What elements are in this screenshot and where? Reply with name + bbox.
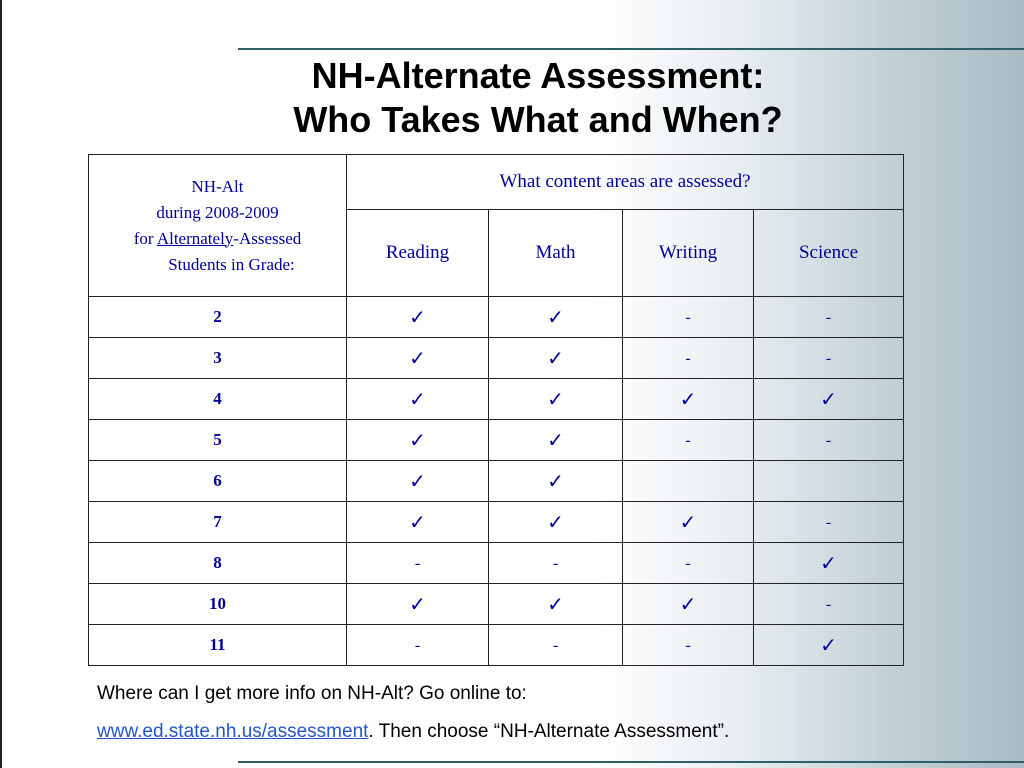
dash-mark: - — [685, 555, 691, 572]
corner-line-3 — [89, 226, 346, 252]
checkmark-icon: ✓ — [409, 304, 426, 329]
reading-assessed-cell — [347, 379, 489, 420]
checkmark-icon: ✓ — [547, 345, 564, 370]
checkmark-icon: ✓ — [820, 632, 837, 657]
dash-mark: - — [825, 596, 832, 613]
checkmark-icon: ✓ — [409, 427, 426, 452]
writing-not-assessed-cell — [623, 338, 754, 379]
table-row — [89, 461, 904, 502]
math-not-assessed-cell — [489, 543, 623, 584]
writing-assessed-cell — [623, 502, 754, 543]
dash-mark: - — [685, 350, 691, 367]
science-not-assessed-cell — [754, 502, 904, 543]
table-row — [89, 338, 904, 379]
reading-assessed-cell — [347, 297, 489, 338]
table-row — [89, 379, 904, 420]
checkmark-icon: ✓ — [820, 386, 837, 411]
dash-mark: - — [685, 432, 691, 449]
grade-cell: 10 — [89, 584, 347, 625]
math-assessed-cell — [489, 338, 623, 379]
table-row — [89, 625, 904, 666]
title-line-2: Who Takes What and When? — [293, 99, 783, 140]
science-not-assessed-cell — [754, 297, 904, 338]
writing-empty-cell — [623, 461, 754, 502]
checkmark-icon: ✓ — [409, 386, 426, 411]
science-assessed-cell — [754, 625, 904, 666]
grade-cell: 3 — [89, 338, 347, 379]
math-assessed-cell — [489, 379, 623, 420]
dash-mark: - — [825, 514, 832, 531]
reading-assessed-cell — [347, 338, 489, 379]
grade-cell: 11 — [89, 625, 347, 666]
dash-mark: - — [414, 555, 421, 572]
table-row — [89, 502, 904, 543]
corner-line-3-underlined: Alternately — [156, 228, 234, 248]
footer-info-line: Where can I get more info on NH-Alt? Go online to: — [97, 683, 527, 704]
writing-not-assessed-cell — [623, 420, 754, 461]
science-assessed-cell — [754, 543, 904, 584]
writing-not-assessed-cell — [623, 625, 754, 666]
checkmark-icon: ✓ — [679, 509, 697, 534]
grade-cell: 6 — [89, 461, 347, 502]
grade-cell: 7 — [89, 502, 347, 543]
math-not-assessed-cell — [489, 625, 623, 666]
math-assessed-cell — [489, 502, 623, 543]
assessment-table — [88, 154, 904, 666]
checkmark-icon: ✓ — [547, 468, 564, 493]
checkmark-icon: ✓ — [547, 304, 564, 329]
assessment-website-link[interactable]: www.ed.state.nh.us/assessment — [97, 721, 369, 742]
bottom-rule-line — [238, 761, 1024, 763]
dash-mark: - — [552, 637, 559, 654]
grade-cell: 2 — [89, 297, 347, 338]
reading-not-assessed-cell — [347, 543, 489, 584]
column-header-writing: Writing — [623, 210, 754, 297]
corner-line-2: during 2008-2009 — [156, 202, 279, 222]
writing-assessed-cell — [623, 379, 754, 420]
checkmark-icon: ✓ — [547, 509, 564, 534]
writing-assessed-cell — [623, 584, 754, 625]
reading-not-assessed-cell — [347, 625, 489, 666]
checkmark-icon: ✓ — [547, 427, 564, 452]
corner-line-3-prefix: for — [133, 228, 157, 248]
corner-line-1: NH-Alt — [191, 176, 244, 196]
checkmark-icon: ✓ — [409, 468, 426, 493]
grade-cell: 4 — [89, 379, 347, 420]
dash-mark: - — [552, 555, 559, 572]
column-header-math: Math — [489, 210, 623, 297]
slide-title — [88, 54, 988, 142]
table-row — [89, 420, 904, 461]
math-assessed-cell — [489, 297, 623, 338]
reading-assessed-cell — [347, 461, 489, 502]
math-assessed-cell — [489, 420, 623, 461]
column-header-science: Science — [754, 210, 904, 297]
science-assessed-cell — [754, 379, 904, 420]
table-row — [89, 584, 904, 625]
top-rule-line — [238, 48, 1024, 50]
footer-link-line — [97, 721, 729, 743]
science-empty-cell — [754, 461, 904, 502]
column-header-reading: Reading — [347, 210, 489, 297]
checkmark-icon: ✓ — [409, 345, 426, 370]
checkmark-icon: ✓ — [820, 550, 837, 575]
checkmark-icon: ✓ — [409, 591, 426, 616]
checkmark-icon: ✓ — [679, 386, 697, 411]
slide-left-border — [0, 0, 2, 768]
science-not-assessed-cell — [754, 420, 904, 461]
grade-cell: 5 — [89, 420, 347, 461]
writing-not-assessed-cell — [623, 297, 754, 338]
dash-mark: - — [685, 637, 691, 654]
science-not-assessed-cell — [754, 584, 904, 625]
corner-line-4: Students in Grade: — [168, 254, 295, 274]
title-line-1: NH-Alternate Assessment: — [311, 55, 765, 96]
checkmark-icon: ✓ — [547, 591, 564, 616]
math-assessed-cell — [489, 584, 623, 625]
writing-not-assessed-cell — [623, 543, 754, 584]
footer-instruction-text: . Then choose “NH-Alternate Assessment”. — [368, 721, 730, 742]
checkmark-icon: ✓ — [679, 591, 697, 616]
content-areas-header: What content areas are assessed? — [347, 155, 904, 210]
dash-mark: - — [685, 309, 691, 326]
dash-mark: - — [825, 432, 832, 449]
reading-assessed-cell — [347, 502, 489, 543]
checkmark-icon: ✓ — [409, 509, 426, 534]
dash-mark: - — [825, 309, 832, 326]
table-row — [89, 543, 904, 584]
reading-assessed-cell — [347, 584, 489, 625]
checkmark-icon: ✓ — [547, 386, 564, 411]
dash-mark: - — [825, 350, 832, 367]
corner-line-3-suffix: -Assessed — [233, 228, 302, 248]
grade-column-header — [89, 155, 347, 297]
dash-mark: - — [414, 637, 421, 654]
science-not-assessed-cell — [754, 338, 904, 379]
reading-assessed-cell — [347, 420, 489, 461]
table-row — [89, 297, 904, 338]
grade-cell: 8 — [89, 543, 347, 584]
math-assessed-cell — [489, 461, 623, 502]
